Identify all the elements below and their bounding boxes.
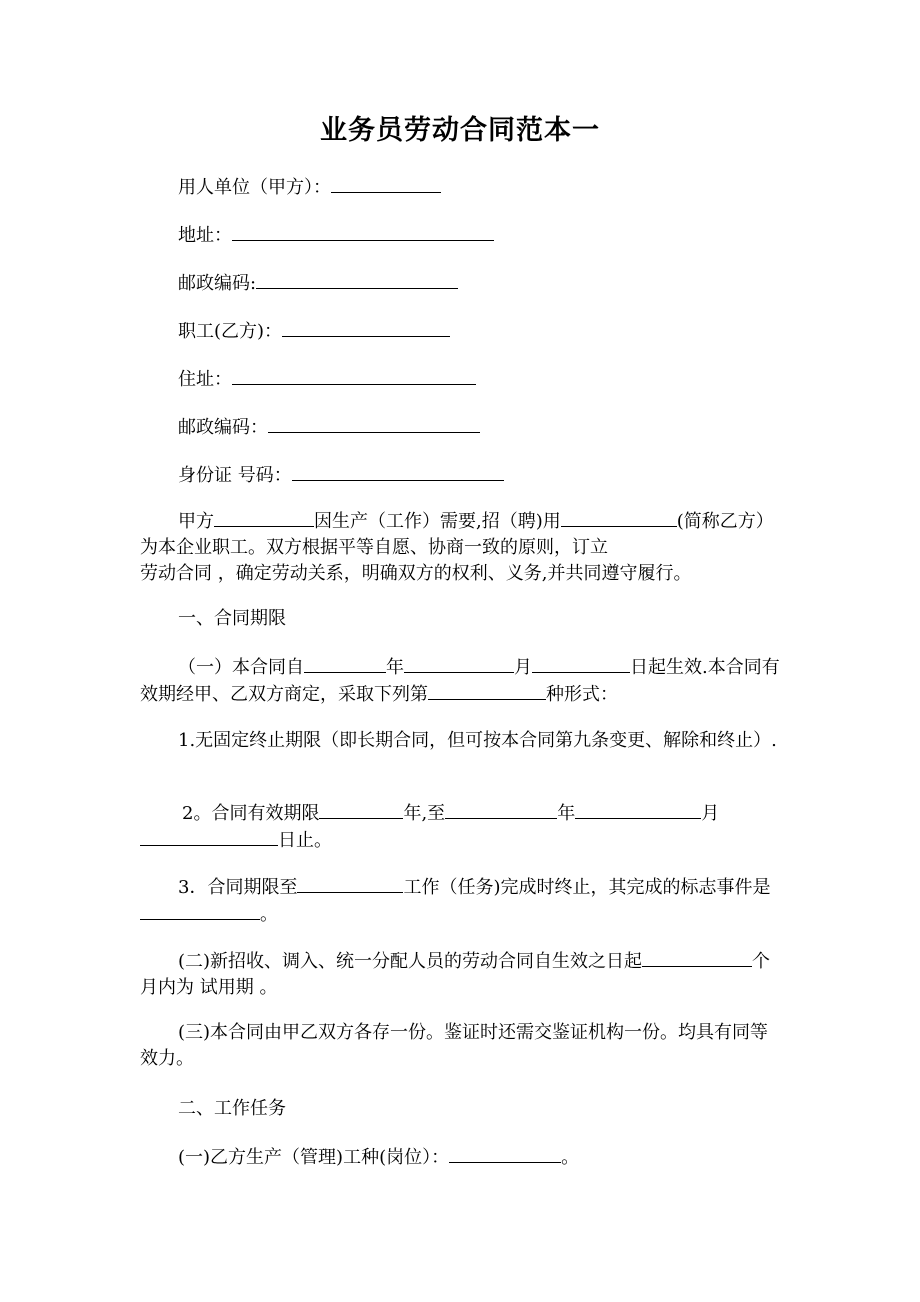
id-card-blank xyxy=(292,462,504,481)
employee-blank xyxy=(282,318,450,337)
form3-text-c: 。 xyxy=(260,904,278,925)
id-card-label: 身份证 号码： xyxy=(178,465,292,486)
address-label: 地址： xyxy=(178,225,232,246)
form2-text-c: 年 xyxy=(557,803,576,824)
job-position-label: (一)乙方生产（管理)工种(岗位）： xyxy=(178,1147,450,1168)
form2-blank-day xyxy=(140,827,278,846)
postal-code-field-2 xyxy=(178,414,480,441)
intro-text-1: 甲方 xyxy=(178,511,214,532)
section1-heading: 一、合同期限 xyxy=(178,608,286,629)
residence-blank xyxy=(232,366,476,385)
postal-code-blank-2 xyxy=(268,414,480,433)
form3-text-b: 工作（任务)完成时终止，其完成的标志事件是 xyxy=(403,877,771,898)
address-blank xyxy=(232,222,494,241)
form2-blank-years xyxy=(319,800,403,819)
form2-text-d: 月 xyxy=(701,803,720,824)
employer-field xyxy=(178,174,441,201)
section2-heading: 二、工作任务 xyxy=(178,1098,286,1119)
residence-field xyxy=(178,366,476,393)
form2-text-b: 年,至 xyxy=(403,803,446,824)
probation-text-a: (二)新招收、调入、统一分配人员的劳动合同自生效之日起 xyxy=(178,951,643,972)
copies-paragraph: (三)本合同由甲乙双方各存一份。鉴证时还需交鉴证机构一份。均具有同等效力。 xyxy=(140,1022,769,1069)
job-position-end: 。 xyxy=(561,1147,580,1168)
form2-paragraph xyxy=(140,800,780,854)
term-blank-form xyxy=(428,681,546,700)
employee-field xyxy=(178,318,450,345)
form1-paragraph: 1.无固定终止期限（即长期合同，但可按本合同第九条变更、解除和终止）. xyxy=(178,730,777,751)
form3-blank-event xyxy=(140,901,260,920)
intro-text-4: 劳动合同 ，确定劳动关系，明确双方的权利、义务,并共同遵守履行。 xyxy=(140,563,692,584)
intro-text-2: 因生产（工作）需要,招（聘)用 xyxy=(314,511,561,532)
document-title: 业务员劳动合同范本一 xyxy=(320,115,600,146)
term-blank-day xyxy=(532,654,630,673)
intro-blank-employee xyxy=(561,508,677,527)
form3-blank-work xyxy=(297,874,403,893)
form2-blank-month xyxy=(575,800,701,819)
employer-label: 用人单位（甲方）： xyxy=(178,177,331,198)
intro-blank-employer xyxy=(214,508,314,527)
term-text-e: 种形式： xyxy=(546,684,618,705)
term-blank-year xyxy=(304,654,386,673)
job-position-blank xyxy=(449,1144,561,1163)
id-card-field xyxy=(178,462,504,489)
employee-label: 职工(乙方)： xyxy=(178,321,283,342)
term-text-d: 日起生效.本合同有效期经甲、乙双方商定，采取下列第 xyxy=(140,657,780,705)
form2-text-e: 日止。 xyxy=(278,830,332,851)
term-blank-month xyxy=(404,654,514,673)
job-position-field xyxy=(178,1144,579,1171)
postal-code-field-1 xyxy=(178,270,458,297)
form2-blank-year xyxy=(445,800,557,819)
term-text-c: 月 xyxy=(514,657,532,678)
postal-code-label-2: 邮政编码： xyxy=(178,417,268,438)
employer-blank xyxy=(331,174,441,193)
residence-label: 住址： xyxy=(178,369,232,390)
probation-paragraph xyxy=(140,948,780,1001)
probation-blank-1 xyxy=(642,948,712,967)
form3-text-a: 3．合同期限至 xyxy=(178,877,298,898)
address-field xyxy=(178,222,494,249)
form2-text-a: 2。合同有效期限 xyxy=(182,803,320,824)
probation-text-b: 个月内为 试用期 。 xyxy=(140,951,771,998)
form3-paragraph xyxy=(140,874,780,928)
intro-paragraph xyxy=(140,508,780,587)
postal-code-blank-1 xyxy=(256,270,458,289)
term-text-a: （一）本合同自 xyxy=(178,657,304,678)
intro-text-3: (简称乙方）为本企业职工。双方根据平等自愿、协商一致的原则，订立 xyxy=(140,511,774,558)
probation-blank-2 xyxy=(712,948,752,967)
postal-code-label-1: 邮政编码: xyxy=(178,273,257,294)
contract-term-paragraph xyxy=(140,654,780,708)
term-text-b: 年 xyxy=(386,657,404,678)
